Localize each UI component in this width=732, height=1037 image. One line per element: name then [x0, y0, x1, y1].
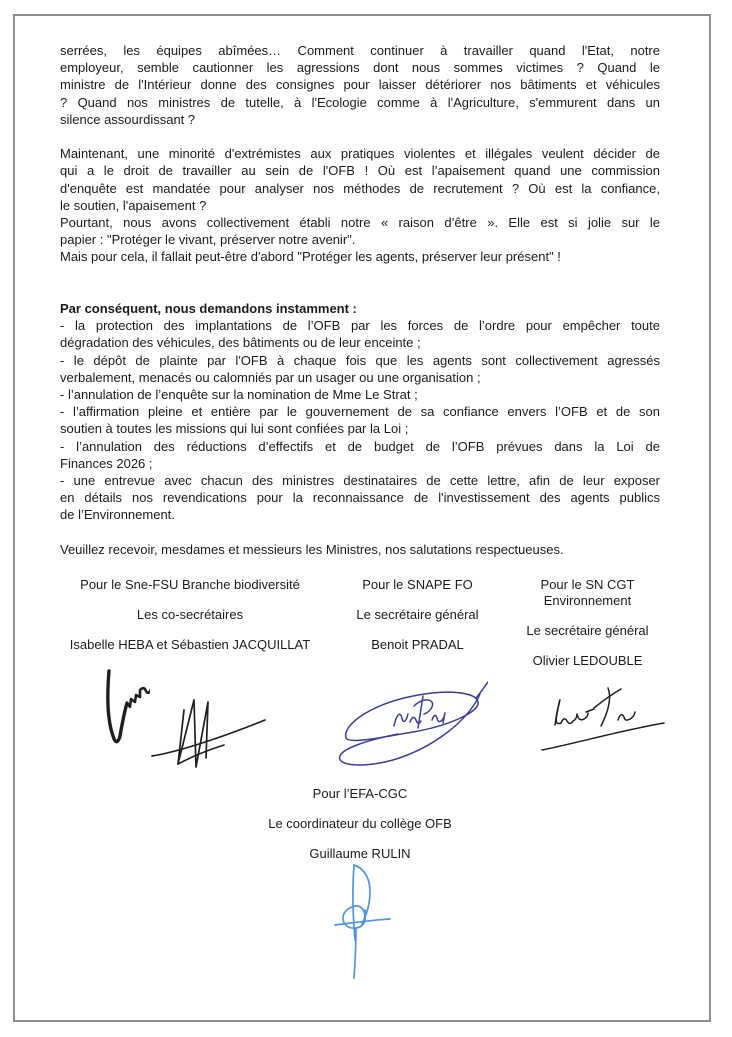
body-line: le soutien, l'apaisement ? [60, 197, 207, 213]
body-line: ? Quand nos ministres de tutelle, à l'Ecologie comme à l'Agriculture, s'emmurent dans un [60, 94, 660, 110]
signatory-names: Olivier LEDOUBLE [532, 653, 643, 668]
signatory-column-sne-fsu [60, 577, 320, 669]
signatory-names: Isabelle HEBA et Sébastien JACQUILLAT [69, 637, 311, 652]
signatory-columns [60, 577, 660, 669]
signatory-org: Pour le SNAPE FO [362, 577, 473, 592]
body-line: employeur, semble cautionner les agressions dont nous sommes victimes ? Quand le [60, 60, 660, 76]
signatory-efa-cgc [60, 786, 660, 862]
body-line: Veuillez recevoir, mesdames et messieurs les Ministres, nos salutations respectueuses. [60, 541, 564, 557]
blank-line [60, 524, 660, 541]
signatory-org: Pour l’EFA-CGC [312, 786, 408, 801]
body-line: - l’annulation des réductions d’effectifs et de budget de l’OFB prévues dans la Loi de [60, 438, 660, 454]
signatory-names: Guillaume RULIN [309, 846, 411, 861]
body-line: en détails nos revendications pour la reconnaissance de l'investissement des agents publics [60, 490, 660, 506]
body-line: silence assourdissant ? [60, 111, 196, 127]
signatory-role: Le secrétaire général [526, 623, 649, 638]
body-line: de l’Environnement. [60, 507, 175, 523]
body-line: papier : "Protéger le vivant, préserver notre avenir". [60, 232, 356, 248]
body-line: serrées, les équipes abîmées… Comment continuer à travailler quand l'Etat, notre [60, 43, 660, 58]
blank-line [60, 283, 660, 300]
signatory-names: Benoit PRADAL [371, 637, 464, 652]
blank-line [60, 128, 660, 145]
body-line: ministre de l'Intérieur donne des consignes pour laisser détériorer nos bâtiments et véhicules [60, 77, 660, 93]
heading-line: Par conséquent, nous demandons instamment : [60, 301, 357, 317]
signature-pradal [328, 676, 488, 770]
signatory-org: Pour le Sne-FSU Branche biodiversité [80, 577, 300, 592]
body-line: Pourtant, nous avons collectivement établi notre « raison d’être ». Elle est si jolie sur le [60, 215, 660, 231]
body-line: qui a le droit de travailler au sein de l'OFB ! Où est l’apaisement quand une commission [60, 163, 660, 179]
blank-line [60, 266, 660, 283]
letter-page [13, 14, 711, 1022]
body-line: - l’affirmation pleine et entière par le gouvernement de sa confiance envers l’OFB et de son [60, 404, 660, 420]
signature-ledouble [538, 678, 668, 755]
signature-jacquillat [148, 692, 268, 775]
body-line: Finances 2026 ; [60, 455, 153, 471]
signature-rulin [332, 862, 392, 982]
signatory-org: Pour le SN CGT Environnement [540, 577, 635, 608]
signatory-role: Le coordinateur du collège OFB [268, 816, 452, 831]
body-line: Maintenant, une minorité d'extrémistes aux pratiques violentes et illégales veulent décider de [60, 146, 660, 162]
body-line: soutien à toutes les missions qui lui sont confiées par la Loi ; [60, 421, 409, 437]
signature-heba [95, 665, 150, 765]
body-line: - la protection des implantations de l’OFB par les forces de l’ordre pour empêcher toute [60, 318, 660, 334]
signatory-role: Les co-secrétaires [136, 607, 244, 622]
body-line: d'enquête est mandatée pour analyser nos méthodes de recrutement ? Où est la confiance, [60, 180, 660, 196]
body-line: - l’annulation de l’enquête sur la nomination de Mme Le Strat ; [60, 387, 418, 403]
signatory-column-sn-cgt [515, 577, 660, 669]
body-line: verbalement, menacés ou calomniés par un usager ou une organisation ; [60, 369, 481, 385]
body-text [60, 42, 660, 558]
signatory-role: Le secrétaire général [356, 607, 479, 622]
signatory-column-snape-fo [320, 577, 515, 669]
body-line: - une entrevue avec chacun des ministres destinataires de cette lettre, afin de leur exposer [60, 473, 660, 489]
body-line: dégradation des véhicules, des bâtiments ou de leur enceinte ; [60, 335, 421, 351]
body-line: Mais pour cela, il fallait peut-être d'abord "Protéger les agents, préserver leur présent" ! [60, 249, 561, 265]
body-line: - le dépôt de plainte par l'OFB à chaque fois que les agents sont collectivement agressés [60, 352, 660, 368]
